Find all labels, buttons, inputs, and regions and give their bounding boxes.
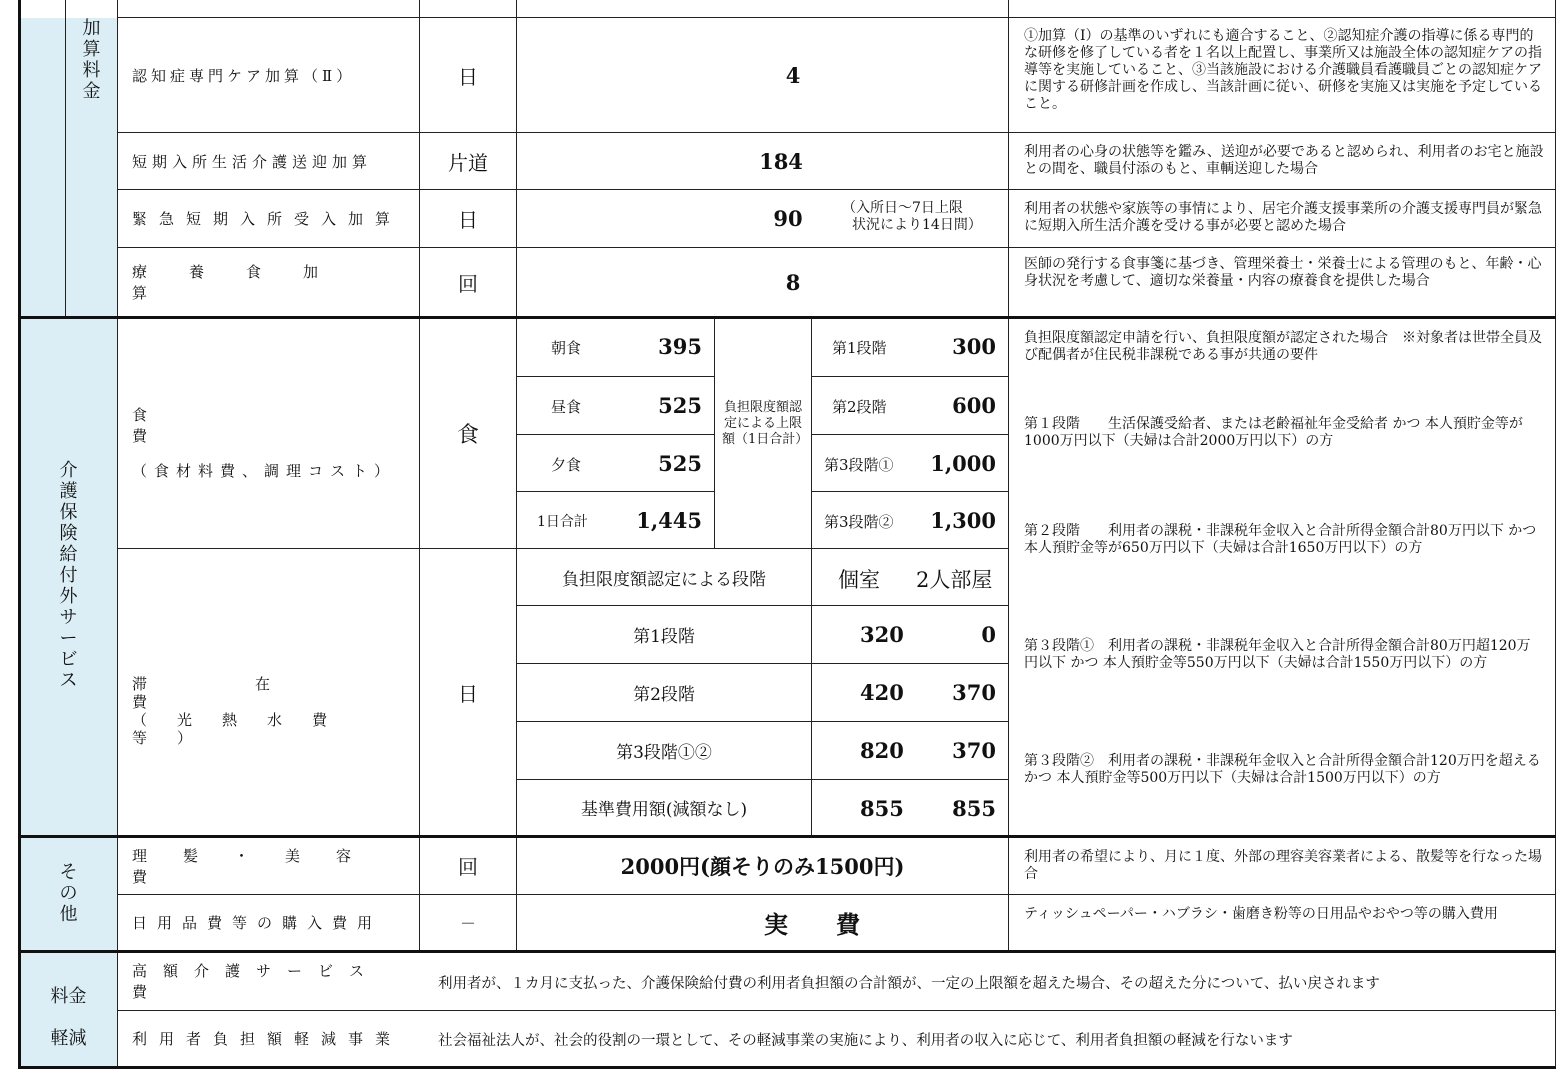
stay-label: [132, 675, 404, 747]
unit-kinkyu: 日: [458, 208, 478, 232]
stage-row-2: [812, 435, 1008, 491]
stay-header-single: 個室: [838, 568, 880, 592]
stay-single-1: 420: [860, 680, 904, 705]
unit-ryouyou: 回: [458, 271, 478, 296]
row-label-kinkyu: [118, 190, 418, 247]
value-ryouyou: 8: [785, 269, 801, 295]
meal-row-2: [517, 435, 714, 491]
row-label-nichiyouhin: [118, 895, 418, 950]
unit-stay: 日: [458, 681, 478, 706]
stage-price: 600: [952, 393, 996, 418]
desc-ribatsu: 利用者の希望により、月に１度、外部の理容美容業者による、散髪等を行なった場合: [1024, 849, 1542, 882]
stage-name: 第1段階: [832, 339, 887, 357]
stay-stage-1: 第2段階: [633, 685, 695, 705]
category-keigen-1: 料金: [50, 986, 87, 1007]
meal-price: 525: [658, 451, 702, 476]
stage-price: 300: [952, 334, 996, 359]
label-text: 日用品費等の購入費用: [132, 914, 383, 932]
meal-row-0: [517, 318, 714, 376]
desc-stage3a: 第３段階① 利用者の課税・非課税年金収入と合計所得金額合計80万円超120万円以下 かつ 本人預貯金等550万円以下（夫婦は合計1550万円以下）の方: [1024, 638, 1531, 671]
meal-row-1: [517, 377, 714, 434]
category-keigen-2: 軽減: [50, 1028, 87, 1049]
meal-price: 395: [658, 334, 702, 359]
category-sonota: その他: [59, 862, 78, 925]
category-bg-kasan-outer: [20, 18, 65, 317]
stay-label-sub: （光熱水費等）: [132, 711, 358, 747]
unit-sougei: 片道: [448, 150, 488, 175]
stay-label-main: 滞在費: [132, 675, 379, 711]
unit-ninchisho: 日: [458, 64, 478, 89]
limit-label: 負担限度額認定による上限額（1日合計）: [722, 400, 809, 447]
stage-price: 1,300: [930, 508, 996, 533]
note-line-1: （入所日～7日上限: [842, 200, 963, 216]
desc-stage3b: 第３段階② 利用者の課税・非課税年金収入と合計所得金額合計120万円を超える かつ 本人預貯金等500万円以下（夫婦は合計1500万円以下）の方: [1024, 753, 1541, 786]
desc-stage1: 第１段階 生活保護受給者、または老齢福祉年金受給者 かつ 本人預貯金等が1000万円以下（夫婦は合計2000万円以下）の方: [1024, 416, 1523, 449]
stage-row-0: [812, 318, 1008, 376]
label-text: 療養食加算: [132, 263, 361, 302]
stay-double-2: 370: [952, 738, 996, 763]
stay-single-0: 320: [860, 622, 904, 647]
stay-stage-0: 第1段階: [633, 627, 695, 647]
meal-name: 1日合計: [537, 514, 588, 530]
label-text: 利用者負担額軽減事業: [132, 1030, 403, 1048]
stage-name: 第2段階: [832, 398, 887, 416]
stay-header-double: 2人部屋: [916, 568, 993, 592]
meal-name: 昼食: [551, 398, 582, 416]
desc-sougei: 利用者の心身の状態等を鑑み、送迎が必要であると認められ、利用者のお宅と施設との間を、職員付添のもと、車輌送迎した場合: [1024, 144, 1544, 177]
category-kasan: 加算料金: [82, 18, 101, 102]
stage-name: 第3段階①: [824, 456, 894, 474]
desc-intro: 負担限度額認定申請を行い、負担限度額が認定された場合 ※対象者は世帯全員及び配偶者が住民税非課税である事が共通の要件: [1024, 330, 1542, 363]
label-text: 緊急短期入所受入加算: [132, 210, 403, 228]
value-ninchisho: 4: [785, 62, 801, 88]
unit-food: 食: [456, 422, 479, 448]
meal-price: 1,445: [636, 508, 702, 533]
label-text: 高額介護サービス費: [132, 962, 381, 1001]
desc-kinkyu: 利用者の状態や家族等の事情により、居宅介護支援事業所の介護支援専門員が緊急に短期入所生活介護を受ける事が必要と認めた場合: [1024, 201, 1542, 234]
note-kinkyu: [842, 200, 1002, 234]
meal-name: 夕食: [551, 456, 582, 474]
desc-nichiyouhin: ティッシュペーパー・ハブラシ・歯磨き粉等の日用品やおやつ等の購入費用: [1024, 906, 1498, 922]
food-label-main: 食費: [132, 406, 378, 445]
meal-price: 525: [658, 393, 702, 418]
row-label-ryouyou: [118, 248, 418, 316]
label-text: 短期入所生活介護送迎加算: [132, 152, 373, 171]
value-ribatsu: 2000円(顔そりのみ1500円): [620, 853, 905, 879]
stay-stage-2: 第3段階①②: [616, 743, 712, 763]
value-sougei: 184: [759, 148, 803, 174]
stay-single-3: 855: [860, 796, 904, 821]
value-kinkyu: 90: [773, 206, 803, 231]
stay-double-1: 370: [952, 680, 996, 705]
food-label-sub: （食材料費、調理コスト）: [132, 462, 397, 480]
category-keigen: [20, 976, 117, 1060]
label-text: 認知症専門ケア加算（Ⅱ）: [132, 66, 356, 85]
stay-stage-3: 基準費用額(減額なし): [580, 800, 748, 820]
unit-nichiyouhin: －: [459, 914, 476, 933]
desc-kougaku: 利用者が、１カ月に支払った、介護保険給付費の利用者負担額の合計額が、一定の上限額を超えた場合、その超えた分について、払い戻されます: [438, 976, 1380, 992]
stage-price: 1,000: [930, 451, 996, 476]
row-label-ninchisho: [118, 18, 418, 132]
value-nichiyouhin: 実 費: [764, 910, 860, 939]
category-hoken-gai: 介護保険給付外サービス: [59, 460, 78, 691]
food-label: [132, 404, 404, 481]
stage-name: 第3段階②: [824, 513, 894, 531]
meal-name: 朝食: [551, 339, 582, 357]
stay-double-3: 855: [952, 796, 996, 821]
stage-row-3: [812, 492, 1008, 548]
row-label-ribatsu: [118, 837, 418, 894]
desc-futan-keigen: 社会福祉法人が、社会的役割の一環として、その軽減事業の実施により、利用者の収入に応じて、利用者負担額の軽減を行ないます: [438, 1033, 1293, 1049]
unit-ribatsu: 回: [458, 855, 478, 879]
stay-single-2: 820: [860, 738, 904, 763]
label-text: 理髪・美容費: [132, 846, 388, 886]
stay-double-0: 0: [981, 622, 996, 647]
note-line-2: 状況により14日間）: [852, 217, 982, 233]
stage-row-1: [812, 377, 1008, 434]
desc-ninchisho: ①加算（Ⅰ）の基準のいずれにも適合すること、②認知症介護の指導に係る専門的な研修を修了している者を１名以上配置し、事業所又は施設全体の認知症ケアの指導等を実施していること、③当該施設における介護職員看護職員ごとの認知症ケアに関する研修計画を作成し、当該計画に従い、研修を実施又は実施を予定していること。: [1024, 28, 1542, 112]
row-label-futan-keigen: [118, 1011, 418, 1066]
stay-header-stage: 負担限度額認定による段階: [562, 569, 766, 590]
row-label-sougei: [118, 133, 418, 189]
desc-stage2: 第２段階 利用者の課税・非課税年金収入と合計所得金額合計80万円以下 かつ 本人預貯金等が650万円以下（夫婦は合計1650万円以下）の方: [1024, 523, 1537, 556]
meal-row-3: [517, 492, 714, 548]
row-label-kougaku: [118, 952, 418, 1010]
desc-ryouyou: 医師の発行する食事箋に基づき、管理栄養士・栄養士による管理のもと、年齢・心身状況を考慮して、適切な栄養量・内容の療養食を提供した場合: [1024, 256, 1542, 289]
